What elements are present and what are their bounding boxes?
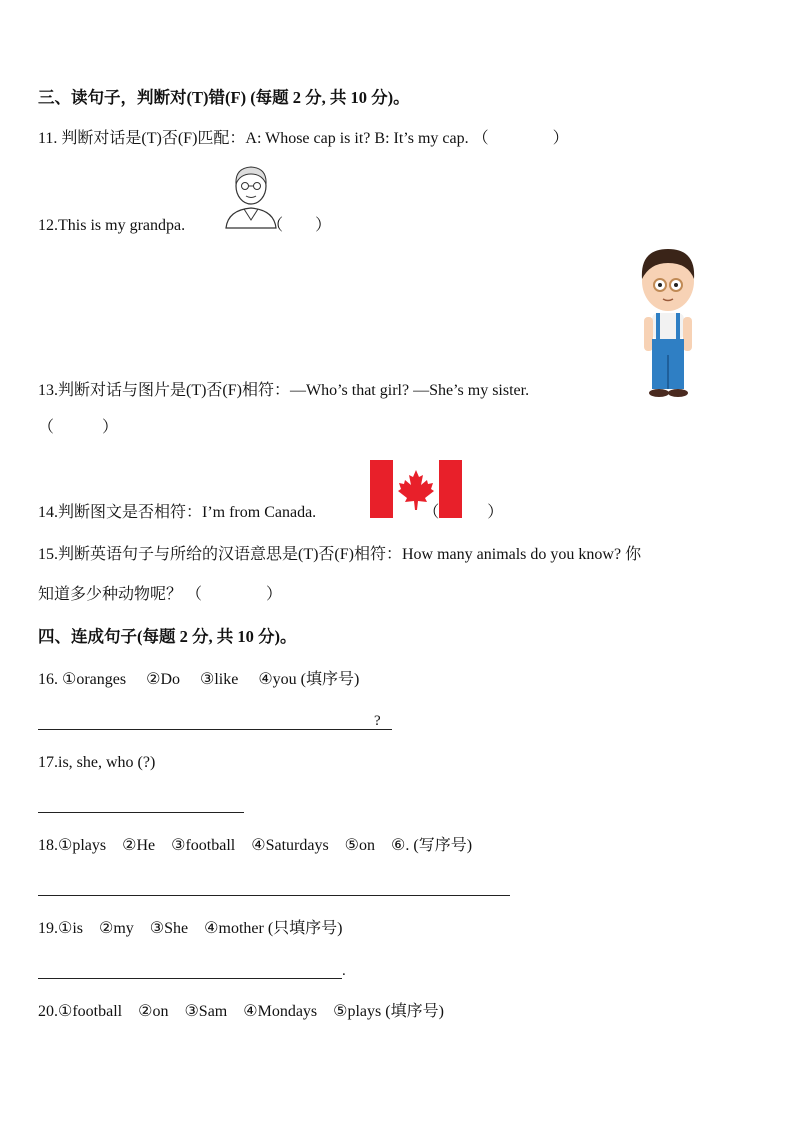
answer-paren-14[interactable]: （ ） (423, 504, 504, 521)
question-19-end-mark: . (342, 963, 346, 979)
question-15-text-2: 知道多少种动物呢？ (38, 586, 183, 603)
question-11 (38, 129, 569, 149)
answer-paren-12[interactable]: （ ） (267, 217, 332, 234)
answer-line-18[interactable] (38, 895, 510, 896)
question-15-line-2 (38, 585, 282, 605)
question-13: 13.判断对话与图片是(T)否(F)相符：—Who’s that girl? —She’s my sister. (38, 382, 530, 399)
question-11-text: 11. 判断对话是(T)否(F)匹配：A: Whose cap is it? B: It’s my cap. (38, 130, 469, 147)
question-14 (38, 503, 503, 523)
section-3-heading: 三、读句子，判断对(T)错(F) (每题 2 分, 共 10 分)。 (38, 88, 410, 107)
answer-paren-15[interactable]: （ ） (186, 586, 283, 603)
question-12 (38, 216, 331, 236)
section-4-heading: 四、连成句子(每题 2 分, 共 10 分)。 (38, 627, 297, 646)
question-15-line-1: 15.判断英语句子与所给的汉语意思是(T)否(F)相符：How many animals do you know? 你 (38, 546, 642, 563)
question-14-text: 14.判断图文是否相符：I’m from Canada. (38, 504, 317, 521)
answer-line-17[interactable] (38, 812, 244, 813)
answer-line-16[interactable] (38, 729, 392, 730)
question-19: 19.①is ②my ③She ④mother (只填序号) (38, 920, 343, 937)
answer-paren-11[interactable]: （ ） (472, 130, 569, 147)
answer-paren-13[interactable]: （ ） (38, 419, 119, 436)
question-12-text: 12.This is my grandpa. (38, 217, 186, 234)
question-16: 16. ①oranges ②Do ③like ④you (填序号) (38, 671, 360, 688)
answer-line-19[interactable] (38, 978, 342, 979)
question-20: 20.①football ②on ③Sam ④Mondays ⑤plays (填序号) (38, 1003, 444, 1020)
question-17: 17.is, she, who (?) (38, 754, 156, 771)
question-16-end-mark: ? (374, 713, 381, 729)
question-18: 18.①plays ②He ③football ④Saturdays ⑤on ⑥. (写序号) (38, 837, 473, 854)
boy-image (636, 247, 700, 399)
